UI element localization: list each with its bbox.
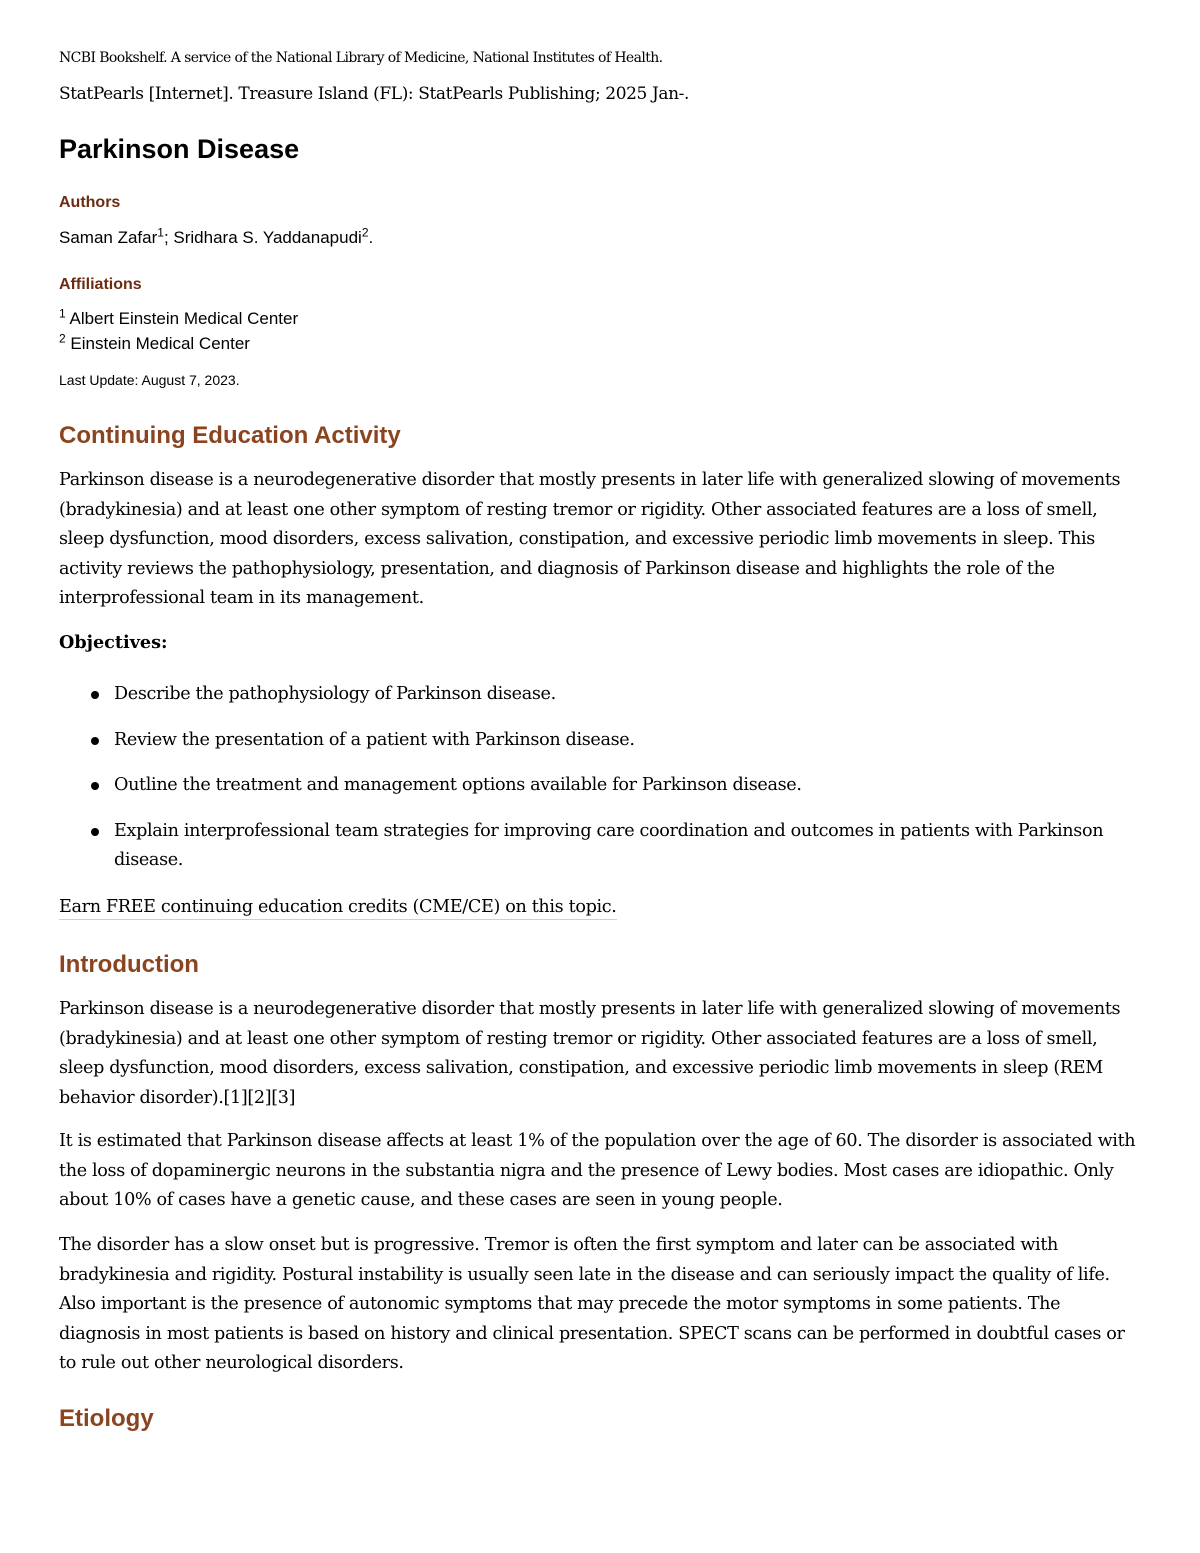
objective-text: Review the presentation of a patient with Parkinson disease. bbox=[114, 729, 635, 750]
bullet-icon bbox=[91, 782, 99, 790]
objective-item bbox=[59, 817, 1137, 876]
bullet-icon bbox=[91, 737, 99, 745]
affiliation-number: 2 bbox=[59, 331, 66, 346]
affiliation-item bbox=[59, 331, 250, 354]
section-heading-ce: Continuing Education Activity bbox=[59, 422, 401, 449]
authors-label: Authors bbox=[59, 194, 121, 211]
reference-link[interactable]: [3] bbox=[271, 1087, 296, 1108]
reference-link[interactable]: [1] bbox=[223, 1087, 248, 1108]
ce-paragraph: Parkinson disease is a neurodegenerative disorder that mostly presents in later life with generalized slowing of movements (bradykinesia) and at least one other symptom of resting tremor or rigidity. Other associated features are a loss of smell, sleep dysfunction, mood disorders, excess salivation, constipation, and excessive periodic limb movements in sleep. This activity reviews the pathophysiology, presentation, and diagnosis of Parkinson disease and highlights the role of the interprofessional team in its management. bbox=[59, 470, 1121, 608]
last-update: Last Update: August 7, 2023. bbox=[59, 372, 240, 388]
objectives-list bbox=[59, 680, 1137, 892]
reference-link[interactable]: [2] bbox=[247, 1087, 272, 1108]
affiliation-number: 1 bbox=[59, 306, 66, 321]
bullet-icon bbox=[91, 828, 99, 836]
authors-list bbox=[59, 225, 374, 248]
affiliation-name: Albert Einstein Medical Center bbox=[69, 309, 299, 328]
intro-paragraph-1-text: Parkinson disease is a neurodegenerative disorder that mostly presents in later life with generalized slowing of movements (bradykinesia) and at least one other symptom of resting tremor or rigidity. Other associated features are a loss of smell, sleep dysfunction, mood disorders, excess salivation, constipation, and excessive periodic limb movements in sleep (REM behavior disorder). bbox=[59, 999, 1121, 1108]
author-name[interactable]: Saman Zafar bbox=[59, 228, 158, 247]
affiliations-label: Affiliations bbox=[59, 276, 142, 293]
objective-text: Explain interprofessional team strategies for improving care coordination and outcomes in patients with Parkinson disease. bbox=[114, 820, 1104, 870]
objective-text: Describe the pathophysiology of Parkinson disease. bbox=[114, 684, 556, 704]
author-separator: ; bbox=[163, 228, 174, 247]
page-title: Parkinson Disease bbox=[59, 134, 300, 164]
objective-item bbox=[59, 680, 1137, 710]
section-heading-introduction: Introduction bbox=[59, 951, 199, 978]
affiliation-item bbox=[59, 306, 299, 329]
author-affiliation-ref: 2 bbox=[361, 225, 369, 240]
section-heading-etiology: Etiology bbox=[59, 1405, 154, 1432]
ncbi-notice: NCBI Bookshelf. A service of the National Library of Medicine, National Institutes of Health. bbox=[59, 50, 663, 66]
affiliation-name: Einstein Medical Center bbox=[70, 334, 250, 353]
intro-paragraph-3: The disorder has a slow onset but is progressive. Tremor is often the first symptom and later can be associated with bradykinesia and rigidity. Postural instability is usually seen late in the disease and can seriously impact the quality of life. Also important is the presence of autonomic symptoms that may precede the motor symptoms in some patients. The diagnosis in most patients is based on history and clinical presentation. SPECT scans can be performed in doubtful cases or to rule out other neurological disorders. bbox=[59, 1235, 1125, 1373]
intro-paragraph-2: It is estimated that Parkinson disease affects at least 1% of the population over the age of 60. The disorder is associated with the loss of dopaminergic neurons in the substantia nigra and the presence of Lewy bodies. Most cases are idiopathic. Only about 10% of cases have a genetic cause, and these cases are seen in young people. bbox=[59, 1131, 1136, 1210]
cme-credits-link[interactable]: Earn FREE continuing education credits (CME/CE) on this topic. bbox=[59, 897, 617, 920]
author-name[interactable]: Sridhara S. Yaddanapudi bbox=[173, 228, 362, 247]
objective-item bbox=[59, 771, 1137, 801]
objectives-label: Objectives: bbox=[59, 632, 168, 653]
bullet-icon bbox=[91, 691, 99, 699]
intro-paragraph-1 bbox=[59, 995, 1137, 1113]
objective-item bbox=[59, 726, 1137, 756]
objective-text: Outline the treatment and management options available for Parkinson disease. bbox=[114, 775, 802, 795]
author-affiliation-ref: 1 bbox=[157, 225, 164, 240]
author-separator: . bbox=[368, 228, 374, 247]
citation: StatPearls [Internet]. Treasure Island (FL): StatPearls Publishing; 2025 Jan-. bbox=[59, 84, 689, 104]
